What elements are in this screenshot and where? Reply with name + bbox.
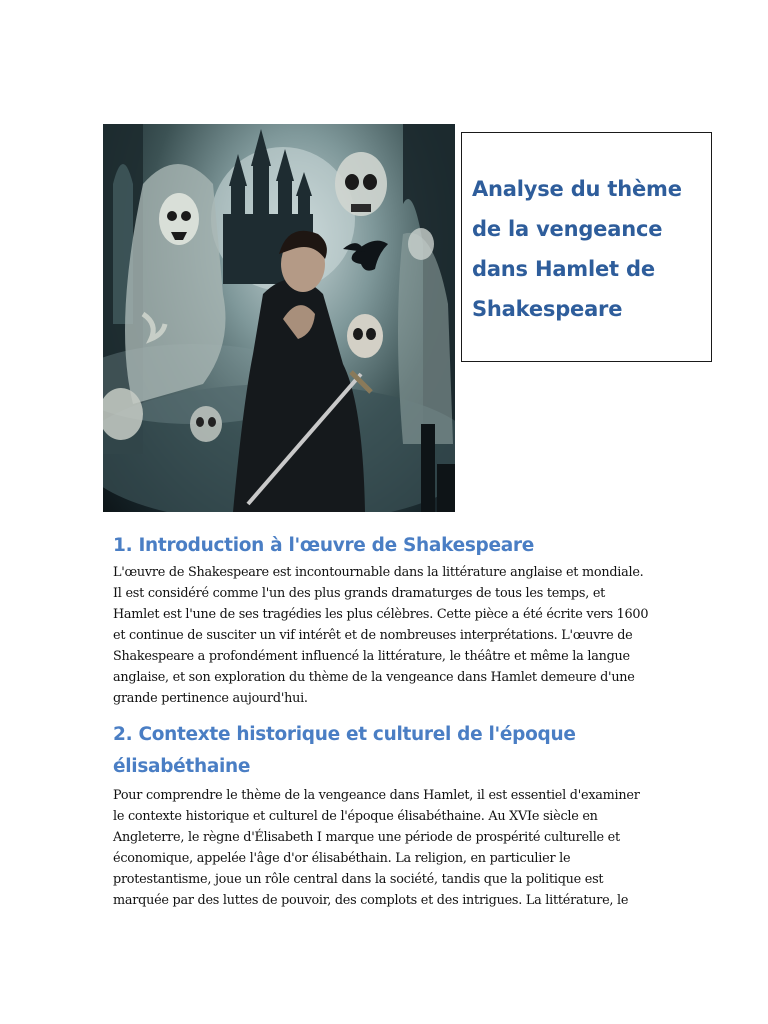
- text-line: Hamlet est l'une de ses tragédies les plus célèbres. Cette pièce a été écrite vers 1600: [113, 607, 649, 622]
- heading-line: 2. Contexte historique et culturel de l'époque: [113, 724, 576, 745]
- title-line: Shakespeare: [472, 297, 623, 321]
- section-heading: 1. Introduction à l'œuvre de Shakespeare: [113, 535, 534, 556]
- title-box: [461, 132, 712, 362]
- section-paragraph: [113, 562, 658, 709]
- document-body: [113, 530, 658, 911]
- text-line: et continue de susciter un vif intérêt et de nombreuses interprétations. L'œuvre de: [113, 628, 633, 643]
- text-line: marquée par des luttes de pouvoir, des complots et des intrigues. La littérature, le: [113, 893, 629, 908]
- hamlet-illustration: [103, 124, 455, 512]
- text-line: Il est considéré comme l'un des plus grands dramaturges de tous les temps, et: [113, 586, 606, 601]
- section-paragraph: [113, 785, 658, 911]
- heading-line: élisabéthaine: [113, 756, 251, 777]
- section-introduction: [113, 530, 658, 709]
- text-line: le contexte historique et culturel de l'époque élisabéthaine. Au XVIe siècle en: [113, 809, 598, 824]
- text-line: anglaise, et son exploration du thème de la vengeance dans Hamlet demeure d'une: [113, 670, 635, 685]
- title-line: de la vengeance: [472, 217, 663, 241]
- text-line: Shakespeare a profondément influencé la littérature, le théâtre et même la langue: [113, 649, 630, 664]
- title-line: dans Hamlet de: [472, 257, 655, 281]
- section-historical-context: [113, 719, 658, 911]
- title-line: Analyse du thème: [472, 177, 682, 201]
- text-line: L'œuvre de Shakespeare est incontournable dans la littérature anglaise et mondiale.: [113, 565, 644, 580]
- document-title: [472, 169, 701, 329]
- section-heading: [113, 719, 658, 783]
- text-line: Pour comprendre le thème de la vengeance dans Hamlet, il est essentiel d'examiner: [113, 788, 640, 803]
- text-line: économique, appelée l'âge d'or élisabéthain. La religion, en particulier le: [113, 851, 571, 866]
- hamlet-illustration-drawing: [103, 124, 455, 512]
- text-line: Angleterre, le règne d'Élisabeth I marque une période de prospérité culturelle et: [113, 830, 620, 845]
- text-line: grande pertinence aujourd'hui.: [113, 691, 308, 706]
- text-line: protestantisme, joue un rôle central dans la société, tandis que la politique est: [113, 872, 604, 887]
